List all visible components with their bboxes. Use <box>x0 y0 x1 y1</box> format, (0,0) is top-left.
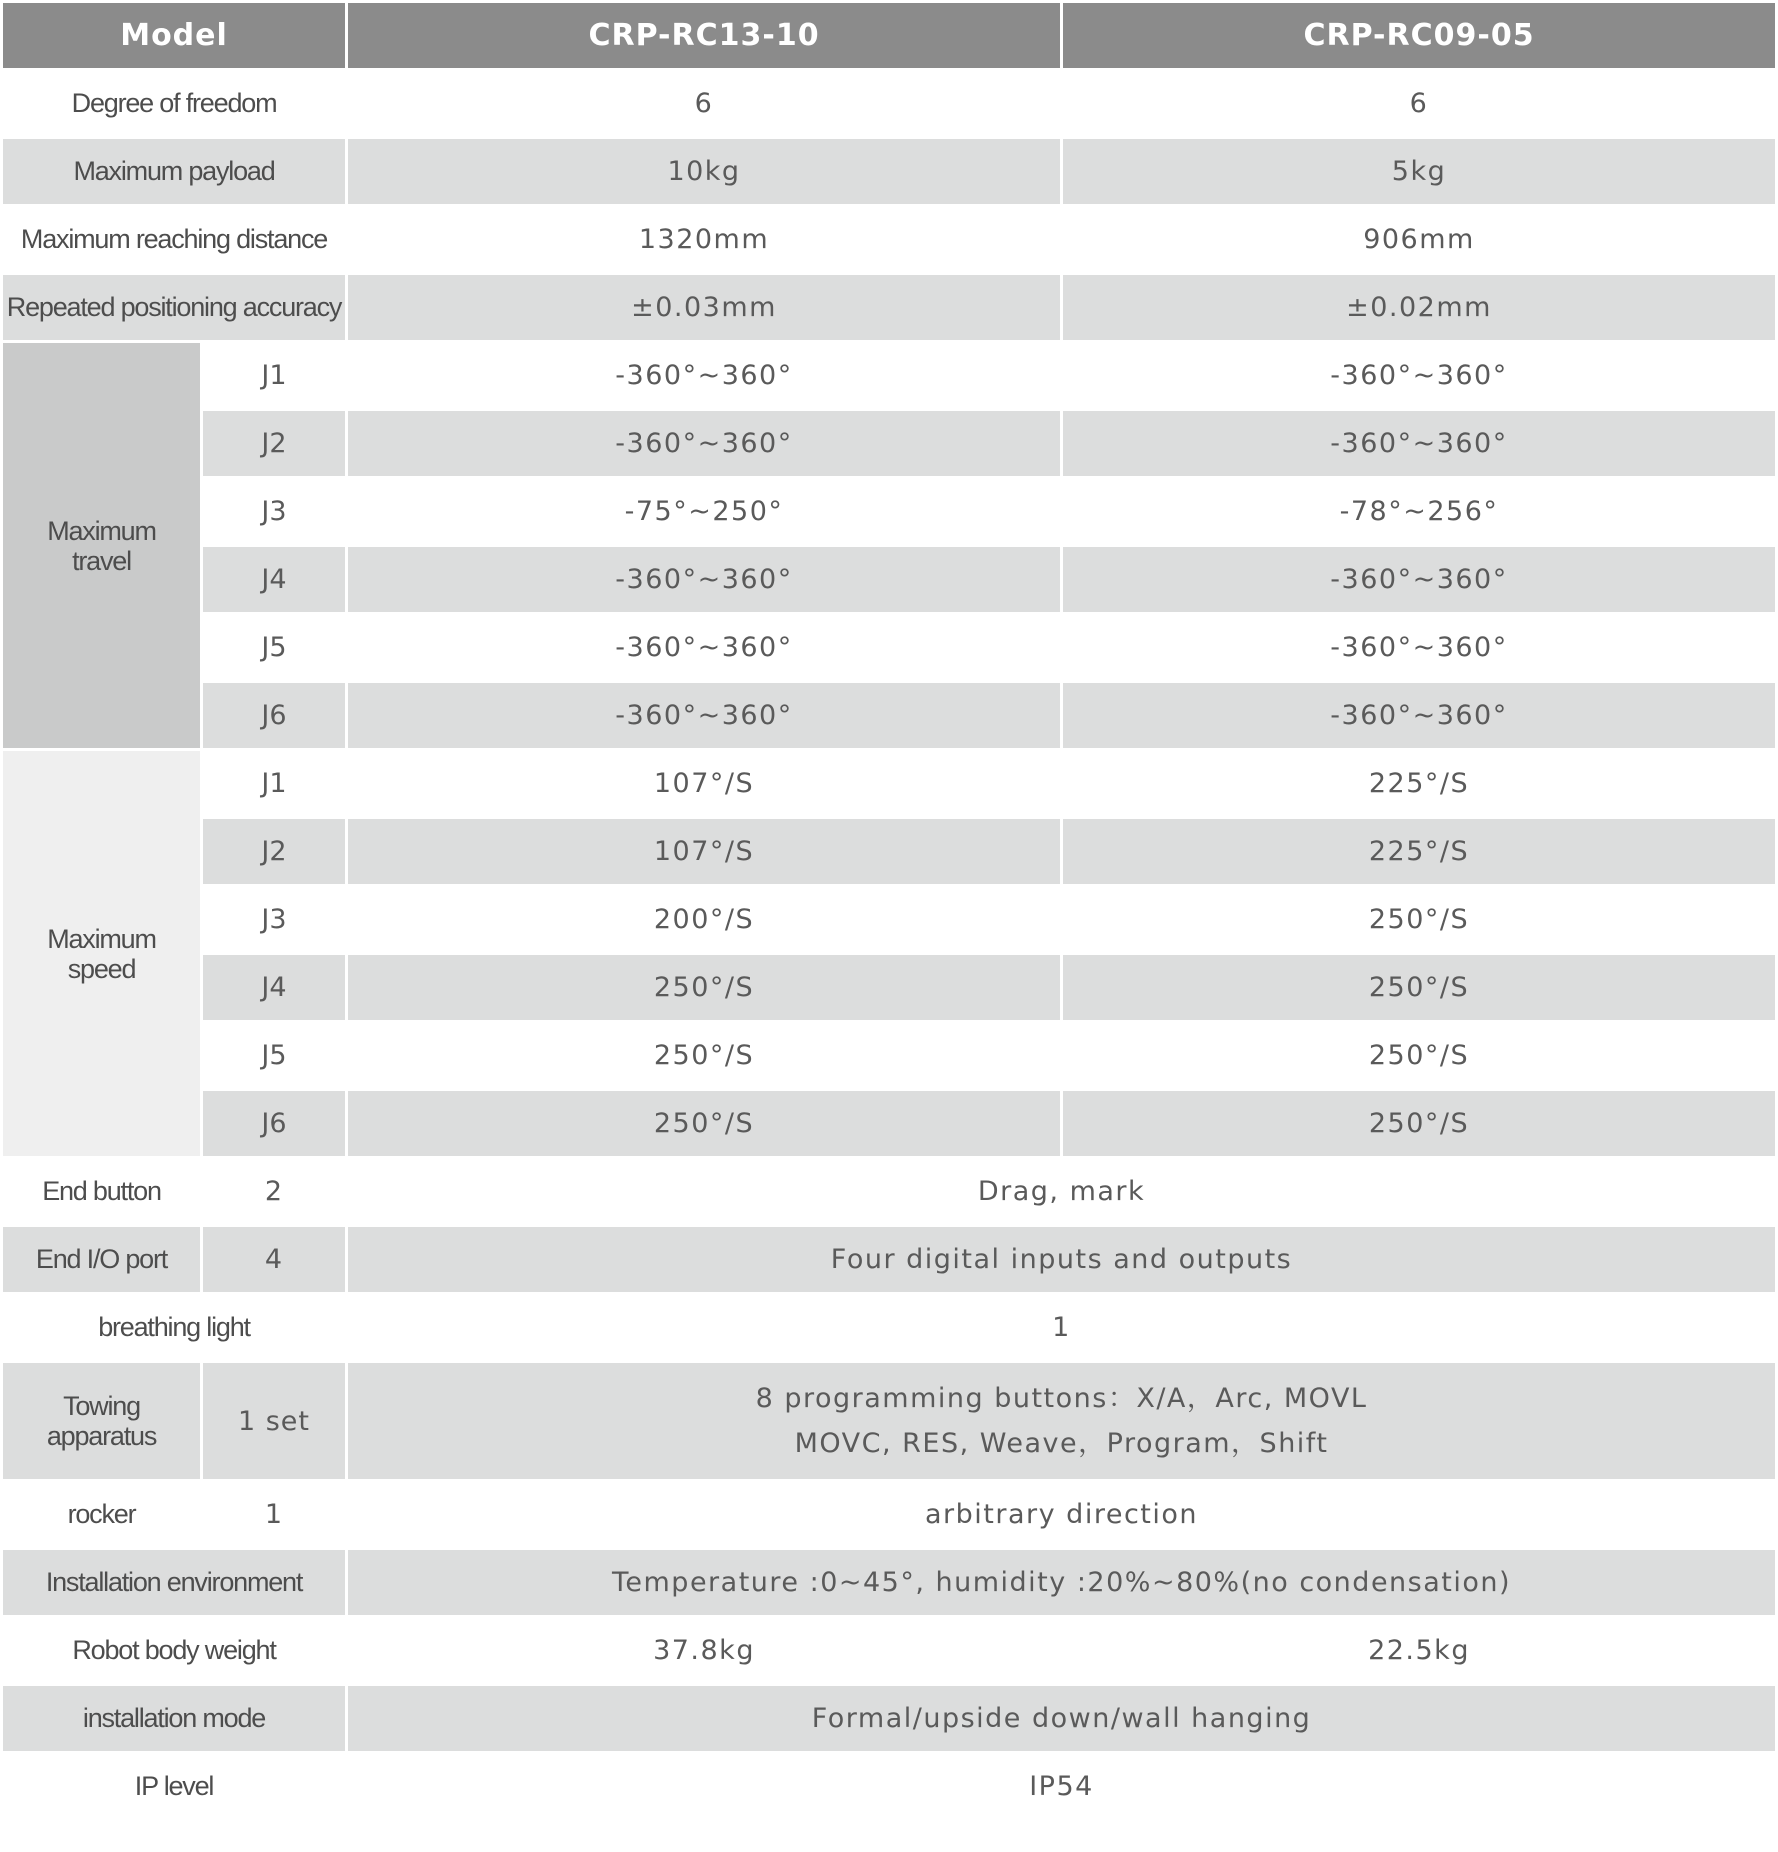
cell-value: -360°~360° <box>1063 547 1775 612</box>
row-count: 4 <box>203 1227 345 1292</box>
table-row <box>3 1550 1775 1615</box>
cell-value: Drag, mark <box>348 1159 1775 1224</box>
table-row <box>3 343 1775 408</box>
table-row <box>3 615 1775 680</box>
row-label: rocker <box>3 1482 200 1547</box>
cell-value: 37.8kg <box>348 1618 1060 1683</box>
cell-value: 250°/S <box>1063 887 1775 952</box>
cell-value: 200°/S <box>348 887 1060 952</box>
joint-label: J4 <box>203 547 345 612</box>
cell-value: 250°/S <box>1063 1091 1775 1156</box>
table-row <box>3 1363 1775 1479</box>
joint-label: J2 <box>203 411 345 476</box>
cell-value: -360°~360° <box>348 683 1060 748</box>
table-row <box>3 547 1775 612</box>
row-count: 2 <box>203 1159 345 1224</box>
row-label <box>3 1363 200 1479</box>
header-row <box>3 3 1775 68</box>
row-label: Repeated positioning accuracy <box>3 275 345 340</box>
cell-value: 250°/S <box>1063 1023 1775 1088</box>
joint-label: J6 <box>203 1091 345 1156</box>
joint-label: J1 <box>203 751 345 816</box>
row-label: Maximum reaching distance <box>3 207 345 272</box>
table-row <box>3 139 1775 204</box>
joint-label: J5 <box>203 615 345 680</box>
cell-value: -360°~360° <box>348 615 1060 680</box>
cell-value: ±0.03mm <box>348 275 1060 340</box>
model-header: Model <box>3 3 345 68</box>
table-row <box>3 955 1775 1020</box>
cell-value: 225°/S <box>1063 819 1775 884</box>
joint-label: J6 <box>203 683 345 748</box>
speed-label-line2: speed <box>67 953 136 984</box>
cell-value: 250°/S <box>1063 955 1775 1020</box>
cell-value: IP54 <box>348 1754 1775 1819</box>
table-row <box>3 207 1775 272</box>
row-label: Robot body weight <box>3 1618 345 1683</box>
cell-value <box>348 1363 1775 1479</box>
table-row <box>3 1618 1775 1683</box>
travel-group-label <box>3 343 200 748</box>
cell-value: ±0.02mm <box>1063 275 1775 340</box>
table-row <box>3 275 1775 340</box>
table-row <box>3 1227 1775 1292</box>
cell-value: Four digital inputs and outputs <box>348 1227 1775 1292</box>
table-row <box>3 1482 1775 1547</box>
cell-value: Formal/upside down/wall hanging <box>348 1686 1775 1751</box>
row-label: installation mode <box>3 1686 345 1751</box>
table-row <box>3 71 1775 136</box>
joint-label: J3 <box>203 479 345 544</box>
cell-value: -360°~360° <box>1063 343 1775 408</box>
joint-label: J3 <box>203 887 345 952</box>
table-row <box>3 1091 1775 1156</box>
cell-value: arbitrary direction <box>348 1482 1775 1547</box>
joint-label: J1 <box>203 343 345 408</box>
cell-value: -360°~360° <box>1063 615 1775 680</box>
table-row <box>3 411 1775 476</box>
cell-value: -78°~256° <box>1063 479 1775 544</box>
cell-value: -75°~250° <box>348 479 1060 544</box>
cell-value: 906mm <box>1063 207 1775 272</box>
cell-value: -360°~360° <box>1063 683 1775 748</box>
joint-label: J2 <box>203 819 345 884</box>
speed-group-label <box>3 751 200 1156</box>
table-row <box>3 751 1775 816</box>
row-label: Installation environment <box>3 1550 345 1615</box>
cell-value: Temperature :0~45°, humidity :20%~80%(no condensation) <box>348 1550 1775 1615</box>
row-label: Degree of freedom <box>3 71 345 136</box>
table-row <box>3 1295 1775 1360</box>
cell-value: 22.5kg <box>1063 1618 1775 1683</box>
cell-value: -360°~360° <box>1063 411 1775 476</box>
table-row <box>3 683 1775 748</box>
cell-value: 5kg <box>1063 139 1775 204</box>
row-label: End button <box>3 1159 200 1224</box>
cell-value: 250°/S <box>348 955 1060 1020</box>
table-row <box>3 1159 1775 1224</box>
row-label: breathing light <box>3 1295 345 1360</box>
cell-value: -360°~360° <box>348 547 1060 612</box>
row-label: IP level <box>3 1754 345 1819</box>
row-label: Maximum payload <box>3 139 345 204</box>
cell-value: 225°/S <box>1063 751 1775 816</box>
row-label: End I/O port <box>3 1227 200 1292</box>
table-row <box>3 1023 1775 1088</box>
cell-value: 6 <box>1063 71 1775 136</box>
cell-value: 10kg <box>348 139 1060 204</box>
model-1-header: CRP-RC13-10 <box>348 3 1060 68</box>
towing-value-line1: 8 programming buttons：X/A，Arc, MOVL <box>755 1383 1368 1414</box>
travel-label-line2: travel <box>72 545 131 576</box>
cell-value: 1 <box>348 1295 1775 1360</box>
cell-value: 6 <box>348 71 1060 136</box>
travel-label-line1: Maximum <box>47 515 156 546</box>
towing-label-line2: apparatus <box>46 1421 157 1451</box>
table-row <box>3 819 1775 884</box>
cell-value: 250°/S <box>348 1091 1060 1156</box>
cell-value: 107°/S <box>348 751 1060 816</box>
cell-value: -360°~360° <box>348 411 1060 476</box>
model-2-header: CRP-RC09-05 <box>1063 3 1775 68</box>
row-count: 1 set <box>203 1363 345 1479</box>
table-row <box>3 1686 1775 1751</box>
table-row <box>3 1754 1775 1819</box>
row-count: 1 <box>203 1482 345 1547</box>
speed-label-line1: Maximum <box>47 923 156 954</box>
table-row <box>3 887 1775 952</box>
cell-value: 250°/S <box>348 1023 1060 1088</box>
towing-value-line2: MOVC, RES, Weave，Program，Shift <box>794 1428 1329 1459</box>
table-row <box>3 479 1775 544</box>
towing-label-line1: Towing <box>63 1391 140 1421</box>
joint-label: J5 <box>203 1023 345 1088</box>
cell-value: -360°~360° <box>348 343 1060 408</box>
cell-value: 107°/S <box>348 819 1060 884</box>
cell-value: 1320mm <box>348 207 1060 272</box>
joint-label: J4 <box>203 955 345 1020</box>
